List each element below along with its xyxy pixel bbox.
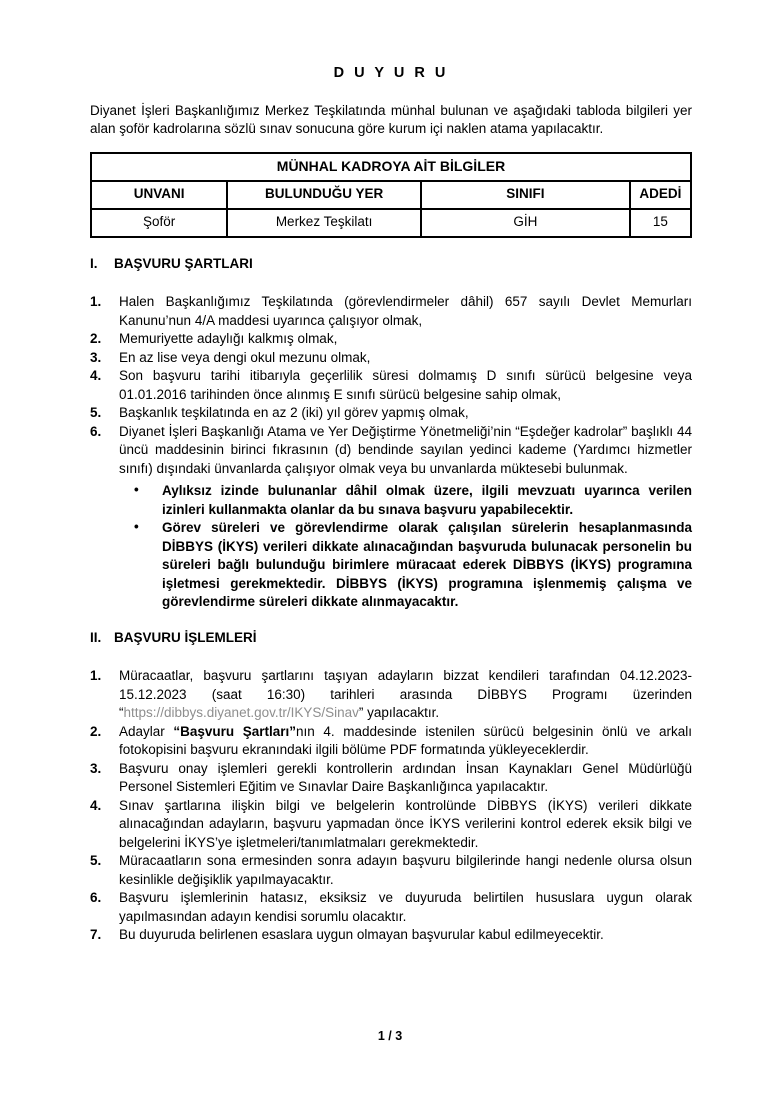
section-1-number: I.: [90, 255, 98, 271]
section-1-title: BAŞVURU ŞARTLARI: [114, 255, 253, 271]
column-header-unvani: UNVANI: [91, 181, 227, 209]
item-text: En az lise veya dengi okul mezunu olmak,: [119, 349, 371, 365]
item-number: 2.: [90, 331, 102, 346]
column-header-adedi: ADEDİ: [630, 181, 691, 209]
item-number: 4.: [90, 797, 102, 813]
bullet-marker: •: [134, 482, 139, 497]
item-text: [119, 723, 692, 760]
item-text: Sınav şartlarına ilişkin bilgi ve belgelerin kontrolünde DİBBYS (İKYS) verileri dikkate alınacağından adayların, başvuru yapmadan önce İKYS verilerini kontrol ederek eksik bilgi ve belgelerini İKYS’ye işletmeleri/tanımlatmaları gerekmektedir.: [119, 797, 692, 850]
item-text: Son başvuru tarihi itibarıyla geçerlilik süresi dolmamış D sınıfı sürücü belgesine veya 01.01.2016 tarihinden önce alınmış E sınıfı sürücü belgesine sahip olmak,: [119, 368, 692, 402]
list-item: [90, 330, 692, 349]
table-title-row: [91, 153, 691, 181]
item-number: 3.: [90, 349, 102, 365]
cell-sinifi: GİH: [421, 209, 630, 237]
item-text: Halen Başkanlığımız Teşkilatında (görevlendirmeler dâhil) 657 sayılı Devlet Memurları Kanunu’nun 4/A maddesi uyarınca çalışıyor olmak,: [119, 294, 692, 328]
item-text: Müracaatların sona ermesinden sonra adayın başvuru bilgilerinde hangi nedenle olursa olsun kesinlikle değişiklik yapılmayacaktır.: [119, 853, 692, 887]
item-number: 5.: [90, 405, 102, 420]
item-text: Bu duyuruda belirlenen esaslara uygun olmayan başvurular kabul edilmeyecektir.: [119, 927, 604, 942]
item-text: Diyanet İşleri Başkanlığı Atama ve Yer Değiştirme Yönetmeliği’nin “Eşdeğer kadrolar” başlıklı 44 üncü maddesinin birinci fıkrasının (d) bendinde sayılan yedinci kademe (Yardımcı hizmetler sınıfı) dışındaki ünvanlarda çalışıyor olmak veya bu unvanlarda müktesebi bulunmak.: [119, 423, 692, 476]
item-number: 1.: [90, 294, 102, 309]
list-item: [90, 667, 692, 723]
table-title: MÜNHAL KADROYA AİT BİLGİLER: [91, 153, 691, 181]
list-item: [90, 367, 692, 404]
list-item: [90, 926, 692, 945]
section-1-heading: [90, 255, 692, 274]
application-url-link[interactable]: https://dibbys.diyanet.gov.tr/IKYS/Sinav: [123, 705, 359, 720]
bullet-item: [90, 482, 692, 519]
item-number: 5.: [90, 853, 102, 868]
item-text: Memuriyette adaylığı kalkmış olmak,: [119, 331, 338, 346]
item-number: 2.: [90, 723, 102, 739]
item-text: [119, 667, 692, 723]
item-number: 6.: [90, 890, 102, 905]
bullet-marker: •: [134, 519, 139, 534]
list-item: [90, 423, 692, 479]
section-2-number: II.: [90, 629, 102, 645]
item-number: 1.: [90, 668, 102, 683]
cell-bulundugu-yer: Merkez Teşkilatı: [227, 209, 421, 237]
cell-adedi: 15: [630, 209, 691, 237]
item-number: 7.: [90, 927, 102, 942]
section-2-title: BAŞVURU İŞLEMLERİ: [114, 629, 257, 645]
table-row: [91, 209, 691, 237]
item-text-bold: “Başvuru Şartları”: [173, 723, 297, 739]
list-item: [90, 404, 692, 423]
page-title: D U Y U R U: [333, 65, 449, 81]
list-item: [90, 852, 692, 889]
cell-unvani: Şoför: [91, 209, 227, 237]
column-header-sinifi: SINIFI: [421, 181, 630, 209]
page-number: 1 / 3: [377, 1028, 403, 1043]
bullet-text: Görev süreleri ve görevlendirme olarak çalışılan sürelerin hesaplanmasında DİBBYS (İKYS) verileri dikkate alınacağından başvuruda bulunacak personelin bu süreleri bağlı bulunduğu birimlere müracaat ederek DİBBYS (İKYS) programına işletmesi gerekmektedir. DİBBYS (İKYS) programına işlenmemiş çalışma ve görevlendirme süreleri dikkate alınmayacaktır.: [162, 520, 692, 609]
item-text: Başvuru onay işlemleri gerekli kontrollerin ardından İnsan Kaynakları Genel Müdürlüğü Personel Sistemleri Eğitim ve Sınavlar Daire Başkanlığınca yapılacaktır.: [119, 760, 692, 794]
item-number: 4.: [90, 368, 102, 383]
intro-paragraph: Diyanet İşleri Başkanlığımız Merkez Teşkilatında münhal bulunan ve aşağıdaki tabloda bilgileri yer alan şoför kadrolarına sözlü sınav sonucuna göre kurum içi naklen atama yapılacaktır.: [90, 102, 692, 136]
vacancy-info-table: [90, 152, 692, 238]
section-1-bullet-list: [90, 482, 692, 612]
item-number: 6.: [90, 423, 102, 439]
item-text-pre: Müracaatlar, başvuru şartlarını taşıyan adayların bizzat kendileri tarafından 04.12.2023-15.12.2023 (saat 16:30) tarihleri arasında DİBBYS Programı üzerinden “: [119, 668, 692, 720]
bullet-text: Aylıksız izinde bulunanlar dâhil olmak üzere, ilgili mevzuatı uyarınca verilen izinleri kullanmakta olanlar da bu sınava başvuru yapabilecektir.: [162, 483, 692, 517]
list-item: [90, 723, 692, 760]
list-item: [90, 293, 692, 330]
item-text-post: ” yapılacaktır.: [358, 705, 440, 720]
item-text: Başkanlık teşkilatında en az 2 (iki) yıl görev yapmış olmak,: [119, 405, 469, 420]
column-header-bulundugu-yer: BULUNDUĞU YER: [227, 181, 421, 209]
section-2-list: [90, 667, 692, 945]
section-1-list: [90, 293, 692, 612]
bullet-item: [90, 519, 692, 612]
section-2-heading: [90, 629, 692, 648]
list-item: [90, 889, 692, 926]
item-text-pre: Adaylar: [119, 723, 174, 739]
item-number: 3.: [90, 760, 102, 776]
item-text: Başvuru işlemlerinin hatasız, eksiksiz ve duyuruda belirtilen hususlara uygun olarak yapılmasından adayın kendisi sorumlu olacaktır.: [119, 890, 692, 924]
item-text-post: nın 4. maddesinde istenilen sürücü belgesinin önlü ve arkalı fotokopisini başvuru ekranındaki ilgili bölüme PDF formatında yükleyeceklerdir.: [119, 723, 692, 757]
list-item: [90, 760, 692, 797]
list-item: [90, 349, 692, 368]
table-header-row: [91, 181, 691, 209]
list-item: [90, 797, 692, 853]
